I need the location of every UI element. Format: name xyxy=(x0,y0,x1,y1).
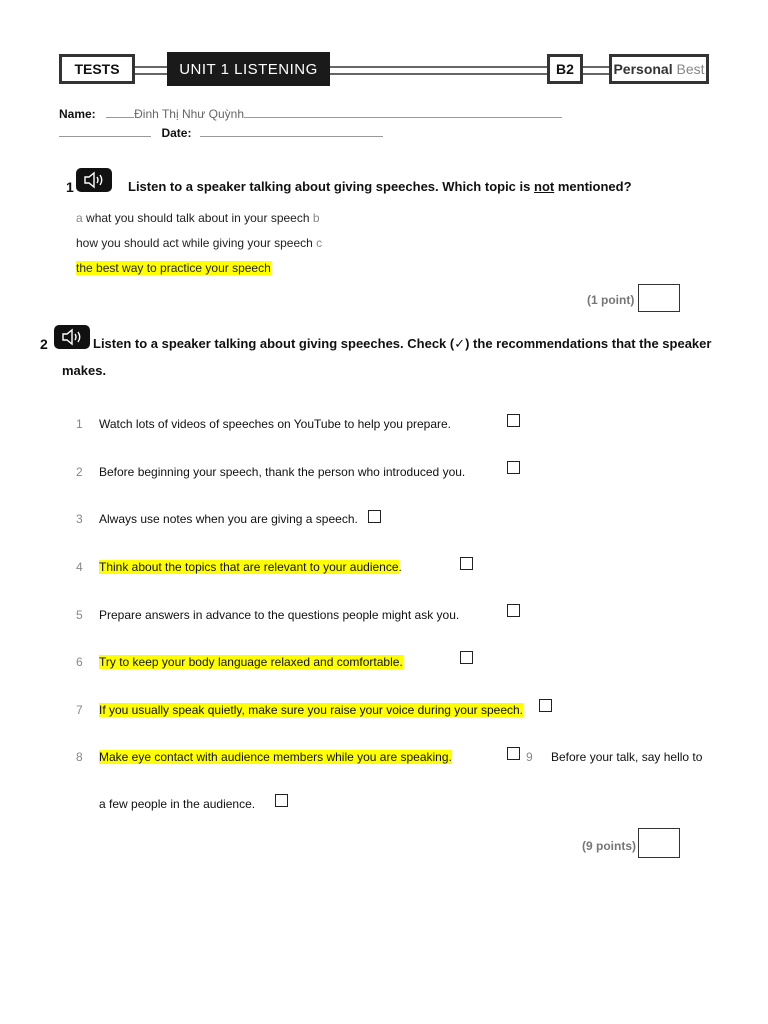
checkbox-icon[interactable] xyxy=(460,557,473,570)
brand-part2: Best xyxy=(676,61,705,77)
name-row xyxy=(59,105,562,123)
date-label: Date: xyxy=(161,126,192,140)
option-a-text[interactable]: what you should talk about in your speech xyxy=(86,211,310,225)
item-text: If you usually speak quietly, make sure you raise your voice during your speech. xyxy=(99,703,523,717)
brand-logo xyxy=(609,54,709,84)
q1-option-line2 xyxy=(76,236,322,250)
item-text-highlight: Think about the topics that are relevant to your audience xyxy=(99,560,399,574)
item-number: 7 xyxy=(76,703,83,717)
item-number: 6 xyxy=(76,655,83,669)
question1-prompt xyxy=(128,179,632,194)
item-number: 8 xyxy=(76,750,83,764)
item-text: Before your talk, say hello to xyxy=(551,750,703,764)
item-text-suffix: . xyxy=(398,560,402,574)
item-text xyxy=(99,560,402,574)
item-text: Before beginning your speech, thank the person who introduced you. xyxy=(99,465,466,479)
question1-number: 1 xyxy=(66,179,74,195)
checkbox-icon[interactable] xyxy=(275,794,288,807)
item-number: 4 xyxy=(76,560,83,574)
item-text: Prepare answers in advance to the questions people might ask you. xyxy=(99,608,460,622)
item-text: Make eye contact with audience members while you are speaking. xyxy=(99,750,452,764)
checkbox-icon[interactable] xyxy=(507,461,520,474)
item-number: 5 xyxy=(76,608,83,622)
option-c-letter: c xyxy=(316,236,323,250)
item-text: Try to keep your body language relaxed and comfortable. xyxy=(99,655,403,669)
question1-points: (1 point) xyxy=(587,293,635,307)
date-field[interactable] xyxy=(200,126,383,137)
level-badge: B2 xyxy=(547,54,583,84)
name-underline-pre xyxy=(106,107,134,118)
question1-prompt-before: Listen to a speaker talking about giving speeches. Which topic is xyxy=(128,179,531,194)
question2-score-box[interactable] xyxy=(638,828,680,858)
name-underline-post xyxy=(244,107,562,118)
unit-title: UNIT 1 LISTENING xyxy=(167,52,330,86)
name-label: Name: xyxy=(59,107,96,121)
question1-prompt-after: mentioned? xyxy=(557,179,632,194)
question2-prompt-line2: makes. xyxy=(62,363,107,378)
date-underline-pre xyxy=(59,126,151,137)
option-c-text[interactable]: the best way to practice your speech xyxy=(76,261,271,275)
brand-part1: Personal xyxy=(613,61,673,77)
speaker-icon[interactable] xyxy=(54,325,90,349)
checkbox-icon[interactable] xyxy=(539,699,552,712)
item-number: 3 xyxy=(76,512,83,526)
question2-prompt-line1: Listen to a speaker talking about giving speeches. Check (✓) the recommendations that the speaker xyxy=(93,336,712,351)
item-text-continued: a few people in the audience. xyxy=(99,797,256,811)
q1-option-line1 xyxy=(76,211,320,225)
q1-option-line3 xyxy=(76,261,271,275)
date-row xyxy=(59,124,383,142)
speaker-icon[interactable] xyxy=(76,168,112,192)
checkbox-icon[interactable] xyxy=(507,414,520,427)
option-b-letter: b xyxy=(312,211,320,225)
question2-number: 2 xyxy=(40,336,48,352)
header-rule-right xyxy=(583,66,609,75)
tests-label: TESTS xyxy=(59,54,135,84)
item-text: Watch lots of videos of speeches on YouTube to help you prepare. xyxy=(99,417,452,431)
question2-points: (9 points) xyxy=(582,839,636,853)
checkbox-icon[interactable] xyxy=(368,510,381,523)
checkbox-icon[interactable] xyxy=(507,604,520,617)
item-number: 9 xyxy=(526,750,533,764)
option-a-letter: a xyxy=(76,211,83,225)
item-number: 1 xyxy=(76,417,83,431)
item-number: 2 xyxy=(76,465,83,479)
checkbox-icon[interactable] xyxy=(507,747,520,760)
question1-prompt-underlined: not xyxy=(534,179,555,194)
name-field[interactable]: Đinh Thị Như Quỳnh xyxy=(134,107,245,121)
item-text: Always use notes when you are giving a speech. xyxy=(99,512,358,526)
question1-score-box[interactable] xyxy=(638,284,680,312)
option-b-text[interactable]: how you should act while giving your speech xyxy=(76,236,313,250)
checkbox-icon[interactable] xyxy=(460,651,473,664)
